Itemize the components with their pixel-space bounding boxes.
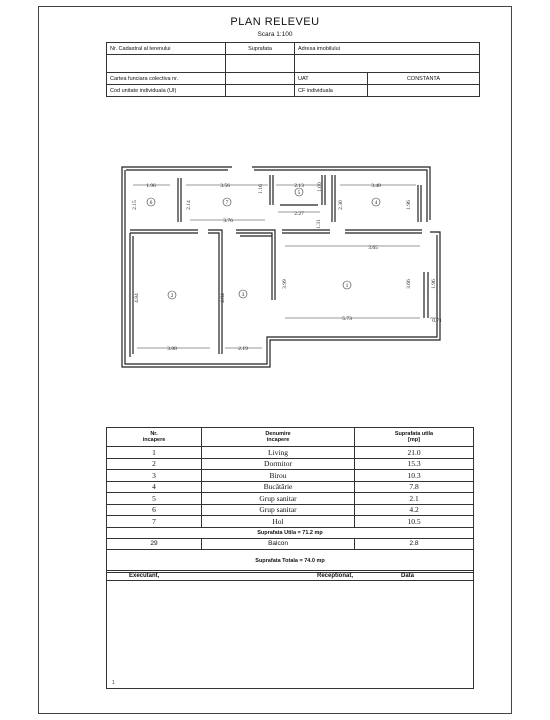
- plan-title: PLAN RELEVEU: [230, 16, 320, 28]
- row-area: 10.5: [355, 516, 474, 528]
- room-number-4: 4: [374, 200, 378, 206]
- corner-mark: 1: [112, 680, 115, 686]
- dim-label: 1.96: [406, 200, 412, 210]
- dim-label: 1.16: [258, 184, 264, 194]
- uat-label: UAT: [295, 73, 368, 85]
- row-nr: 4: [107, 481, 202, 493]
- row-name: Hol: [202, 516, 355, 528]
- row-name: Grup sanitar: [202, 504, 355, 516]
- dim-label: 3.65: [368, 245, 378, 251]
- row-name: Bucătărie: [202, 481, 355, 493]
- dim-label: 2.13: [294, 183, 304, 189]
- table-row: [107, 516, 474, 528]
- table-row: [107, 447, 474, 459]
- table-row: [107, 504, 474, 516]
- row-nr: 3: [107, 470, 202, 482]
- data-label: Data: [401, 573, 415, 579]
- row-nr: 6: [107, 504, 202, 516]
- carte-funciara-label: Cartea funciara colectiva nr.: [107, 73, 226, 85]
- row-name: Grup sanitar: [202, 493, 355, 505]
- room-number-2: 2: [170, 293, 174, 299]
- table-row: [107, 458, 474, 470]
- row-name: Dormitor: [202, 458, 355, 470]
- room-number-1: 1: [345, 283, 349, 289]
- dim-label: 5.73: [342, 316, 352, 322]
- suprafata-totala: Suprafata Totala = 74.0 mp: [107, 550, 474, 573]
- row-name: Birou: [202, 470, 355, 482]
- row-area: 7.8: [355, 481, 474, 493]
- dim-label: 2.15: [132, 200, 138, 210]
- row-nr: 1: [107, 447, 202, 459]
- suprafata-label: Suprafata: [226, 43, 295, 55]
- table-row: [107, 470, 474, 482]
- room-number-3: 3: [241, 292, 245, 298]
- receptionat-label: Receptionat,: [317, 573, 354, 579]
- dim-label: 4.84: [220, 293, 226, 303]
- room-number-5: 5: [297, 190, 301, 196]
- row-name: Living: [202, 447, 355, 459]
- executant-label: Executant,: [129, 573, 160, 579]
- dim-label: 3.56: [220, 183, 230, 189]
- plan-walls: [122, 167, 440, 367]
- header-denumire: Denumire incapere: [202, 428, 355, 447]
- table-row: [107, 493, 474, 505]
- cod-ui-label: Cod unitate individuala (UI): [107, 85, 226, 97]
- dim-label: 3.48: [371, 183, 381, 189]
- signature-divider: [107, 580, 473, 581]
- row-nr: 5: [107, 493, 202, 505]
- dim-label: 2.19: [238, 346, 248, 352]
- dim-label: 4.84: [134, 293, 140, 303]
- row-area: 4.2: [355, 504, 474, 516]
- row-area: 10.3: [355, 470, 474, 482]
- dim-label: 1.96: [146, 183, 156, 189]
- balcon-nr: 29: [107, 538, 202, 550]
- row-area: 2.1: [355, 493, 474, 505]
- table-row: [107, 481, 474, 493]
- plan-scale: Scara 1:100: [257, 31, 293, 38]
- balcon-area: 2.8: [355, 538, 474, 550]
- header-nr: Nr. incapere: [107, 428, 202, 447]
- dim-label: 0.71: [432, 318, 442, 324]
- dimension-lines: [133, 185, 437, 348]
- row-area: 15.3: [355, 458, 474, 470]
- row-nr: 2: [107, 458, 202, 470]
- dim-label: 1.00: [317, 182, 323, 192]
- row-nr: 7: [107, 516, 202, 528]
- row-area: 21.0: [355, 447, 474, 459]
- room-number-6: 6: [149, 200, 153, 206]
- room-number-7: 7: [225, 200, 229, 206]
- dim-label: 2.30: [338, 200, 344, 210]
- signature-box: [106, 570, 474, 689]
- header-suprafata: Suprafata utila [mp]: [355, 428, 474, 447]
- adresa-label: Adresa imobilului: [295, 43, 480, 55]
- dim-label: 3.66: [406, 279, 412, 289]
- dim-label: 2.27: [294, 211, 304, 217]
- rooms-table: [106, 427, 474, 573]
- dim-label: 1.96: [431, 279, 437, 289]
- dim-label: 3.99: [282, 279, 288, 289]
- dim-label: 3.08: [167, 346, 177, 352]
- suprafata-utila-total: Suprafata Utila = 71.2 mp: [107, 527, 474, 538]
- balcon-row: [107, 538, 474, 550]
- balcon-name: Balcon: [202, 538, 355, 550]
- cf-individuala-label: CF individuala: [295, 85, 368, 97]
- uat-value: CONSTANTA: [368, 73, 480, 85]
- dim-label: 1.31: [316, 219, 322, 229]
- dim-label: 2.14: [186, 200, 192, 210]
- nr-cadastral-label: Nr. Cadastral al terenului: [107, 43, 226, 55]
- dim-label: 3.76: [223, 218, 233, 224]
